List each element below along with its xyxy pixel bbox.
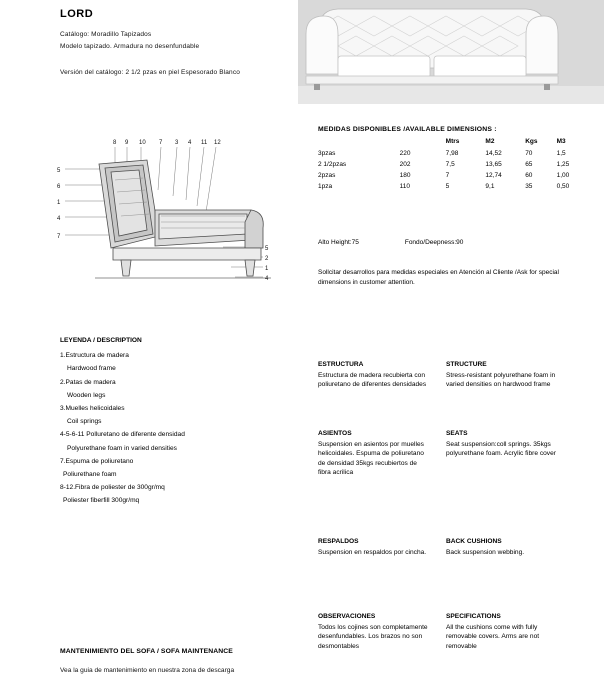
col-head-mtrs: Mtrs (445, 138, 460, 145)
legend-item: Coil springs (67, 418, 102, 426)
cell-label: 2 1/2pzas (318, 161, 347, 168)
legend-item: Poliester fiberfill 300gr/mq (63, 497, 140, 505)
cell-mm: 220 (399, 150, 411, 157)
spec-text: Seat suspension:coll springs. 35kgs polyurethane foam. Acrylic fibre cover (446, 440, 556, 458)
spec-specifications-en (446, 612, 566, 660)
cell-label: 1pza (318, 183, 333, 190)
dimensions-table (318, 138, 588, 192)
svg-text:9: 9 (125, 140, 129, 146)
catalog-line: Catálogo: Moradillo Tapizados (60, 31, 152, 38)
col-head-name (318, 138, 400, 148)
legend-item: 2.Patas de madera (60, 378, 116, 386)
cell-kgs: 70 (525, 150, 533, 157)
svg-text:4: 4 (188, 140, 192, 146)
spec-observaciones-es (318, 612, 430, 660)
spec-heading: ESTRUCTURA (318, 361, 364, 368)
spec-seats-en (446, 429, 566, 468)
spec-heading: OBSERVACIONES (318, 613, 376, 620)
table-header-row (318, 138, 588, 148)
spec-text: All the cushions come with fully removable covers. Arms are not removable (446, 623, 540, 650)
spec-estructura-es (318, 360, 430, 399)
product-photo (298, 0, 604, 104)
svg-text:12: 12 (214, 140, 221, 146)
svg-text:11: 11 (201, 140, 208, 146)
svg-text:7: 7 (57, 234, 61, 240)
spec-heading: STRUCTURE (446, 361, 487, 368)
cell-kgs: 35 (525, 183, 533, 190)
svg-text:4: 4 (265, 276, 269, 282)
model-line: Modelo tapizado. Armadura no desenfundable (60, 43, 200, 50)
spec-respaldos-es (318, 537, 430, 566)
alto-value: Alto Height:75 (318, 239, 359, 246)
legend-item: 4-5-6-11 Polluretano de diferente densidad (60, 431, 185, 439)
col-head-mm (400, 138, 446, 148)
cell-mtrs: 7,98 (445, 150, 459, 157)
cell-mtrs: 7 (445, 172, 450, 179)
cell-kgs: 60 (525, 172, 533, 179)
cell-mtrs: 7,5 (445, 161, 455, 168)
legend-item: 1.Estructura de madera (60, 352, 129, 360)
svg-text:6: 6 (57, 184, 61, 190)
white-chesterfield-sofa-photo (298, 0, 604, 104)
page-title: LORD (60, 8, 94, 20)
legend-item: Poliurethane foam (63, 471, 117, 479)
sofa-section-technical-drawing (55, 136, 295, 296)
spec-asientos-es (318, 429, 430, 487)
cell-m3: 1,00 (556, 172, 570, 179)
cell-m2: 12,74 (485, 172, 502, 179)
version-line: Versión del catálogo: 2 1/2 pzas en piel Espesorado Blanco (60, 69, 240, 76)
spec-text: Estructura de madera recubierta con poliuretano de diferentes densidades (318, 371, 427, 389)
table-row (318, 159, 588, 170)
legend-item: Hardwood frame (67, 365, 116, 373)
cell-m2: 13,65 (485, 161, 502, 168)
fondo-value: Fondo/Deepness:90 (404, 239, 464, 246)
legend-block (60, 334, 290, 508)
svg-text:3: 3 (175, 140, 179, 146)
spec-heading: SPECIFICATIONS (446, 613, 501, 620)
legend-item: 3.Muelles helicoidales (60, 405, 125, 413)
spec-heading: BACK CUSHIONS (446, 538, 502, 545)
spec-text: Back suspension webbing. (446, 548, 525, 556)
special-dimensions-note: Sollcitar desarrollos para medidas especiales en Atención al Cliente /Ask for special dimensions in customer attention. (318, 269, 559, 286)
legend-item: Polyurethane foam in varied densities (67, 444, 177, 452)
svg-text:8: 8 (113, 140, 117, 146)
maintenance-text: Vea la guia de mantenimiento en nuestra zona de descarga (60, 667, 235, 674)
svg-text:5: 5 (57, 168, 61, 174)
height-depth-line (318, 239, 463, 246)
legend-item: 8-12.Fibra de poliester de 300gr/mq (60, 484, 165, 492)
cell-m3: 1,25 (556, 161, 570, 168)
spec-heading: RESPALDOS (318, 538, 359, 545)
legend-item: 7.Espuma de poliuretano (60, 457, 134, 465)
table-row (318, 170, 588, 181)
dimensions-title: MEDIDAS DISPONIBLES /AVAILABLE DIMENSIONS : (318, 126, 497, 133)
legend-item: Wooden legs (67, 391, 106, 399)
spec-text: Suspension en asientos por muelles helicoidales. Espuma de poliuretano de densidad 35kgs recubiertos de fibra acrilica (318, 440, 424, 477)
cell-label: 2pzas (318, 172, 336, 179)
col-head-m2: M2 (485, 138, 495, 145)
cell-kgs: 65 (525, 161, 533, 168)
col-head-kgs: Kgs (525, 138, 538, 145)
cell-m3: 0,50 (556, 183, 570, 190)
cell-mm: 202 (399, 161, 411, 168)
spec-structure-en (446, 360, 566, 399)
cell-mm: 180 (399, 172, 411, 179)
spec-text: Stress-resistant polyurethane foam in varied densities on hardwood frame (446, 371, 556, 389)
svg-text:4: 4 (57, 216, 61, 222)
spec-back-cushions-en (446, 537, 566, 566)
spec-heading: SEATS (446, 430, 468, 437)
table-row (318, 148, 588, 159)
col-head-m3: M3 (556, 138, 566, 145)
legend-title: LEYENDA / DESCRIPTION (60, 337, 142, 344)
cell-mtrs: 5 (445, 183, 450, 190)
svg-text:1: 1 (57, 200, 61, 206)
table-row (318, 181, 588, 192)
cell-m2: 9,1 (485, 183, 495, 190)
maintenance-title: MANTENIMIENTO DEL SOFA / SOFA MAINTENANCE (60, 648, 233, 655)
cell-m2: 14,52 (485, 150, 502, 157)
cell-m3: 1,5 (556, 150, 566, 157)
svg-text:2: 2 (265, 256, 269, 262)
svg-text:1: 1 (265, 266, 269, 272)
spec-text: Todos los cojines son completamente desenfundables. Los brazos no son desmontables (318, 623, 428, 650)
svg-text:5: 5 (265, 246, 269, 252)
cell-label: 3pzas (318, 150, 336, 157)
svg-text:7: 7 (159, 140, 163, 146)
spec-text: Suspension en respaldos por cincha. (318, 548, 427, 556)
cell-mm: 110 (399, 183, 410, 190)
spec-heading: ASIENTOS (318, 430, 352, 437)
svg-text:10: 10 (139, 140, 146, 146)
technical-drawing-svg (55, 136, 295, 296)
